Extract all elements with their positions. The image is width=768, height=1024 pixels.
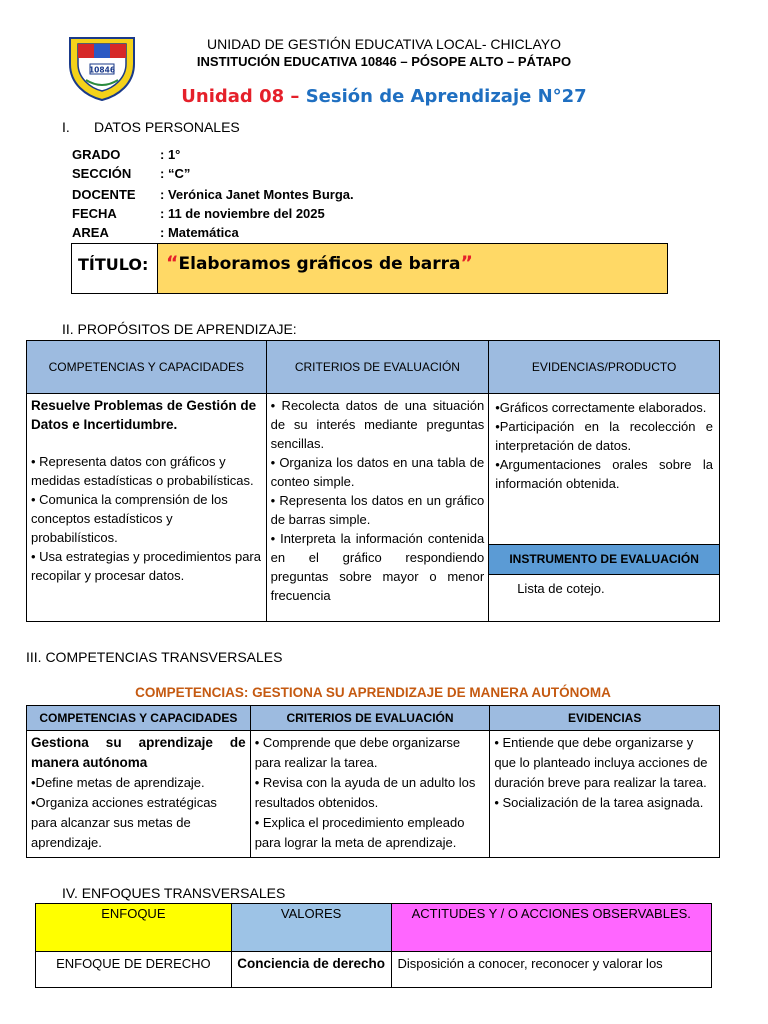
evidence-item: • Entiende que debe organizarse y que lo planteado incluya acciones de duración breve para realizar la tarea. [494, 735, 708, 790]
data-label: SECCIÓN [72, 166, 132, 181]
instrument-header: INSTRUMENTO DE EVALUACIÓN [489, 544, 719, 575]
data-row-area [72, 225, 239, 240]
header-competencies: COMPETENCIAS Y CAPACIDADES [27, 706, 251, 731]
evidence-item: • Socialización de la tarea asignada. [494, 795, 704, 810]
competencies-cell [27, 731, 251, 858]
approaches-table [35, 903, 712, 988]
capacity-item: • Usa estrategias y procedimientos para recopilar y procesar datos. [31, 549, 261, 583]
open-quote: “ [166, 252, 179, 274]
purposes-table [26, 340, 720, 622]
titulo-label: TÍTULO: [72, 244, 158, 293]
close-quote: ” [460, 252, 473, 274]
data-row-grado [72, 147, 180, 162]
titulo-value-cell [158, 244, 667, 293]
capacity-item: •Organiza acciones estratégicas para alcanzar sus metas de aprendizaje. [31, 795, 217, 850]
capacity-item: • Representa datos con gráficos y medidas estadísticas o probabilísticas. [31, 454, 254, 488]
section-transversal-heading: III. COMPETENCIAS TRANSVERSALES [26, 649, 283, 665]
competence-heading: COMPETENCIAS: GESTIONA SU APRENDIZAJE DE MANERA AUTÓNOMA [135, 685, 611, 700]
criterion-item: • Recolecta datos de una situación de su interés mediante preguntas sencillas. [270, 398, 485, 451]
criteria-cell [250, 731, 490, 858]
institution-line: INSTITUCIÓN EDUCATIVA 10846 – PÓSOPE ALTO – PÁTAPO [196, 54, 572, 69]
section-personal-data-heading [62, 119, 240, 135]
evidence-item: •Participación en la recolección e interpretación de datos. [495, 419, 713, 453]
data-value: : Matemática [160, 225, 239, 240]
data-value: : “C” [160, 166, 191, 181]
data-value: : 11 de noviembre del 2025 [160, 206, 325, 221]
criterion-item: • Organiza los datos en una tabla de conteo simple. [270, 455, 485, 489]
evidences-cell [489, 394, 720, 622]
data-row-docente [72, 187, 354, 202]
data-value: : 1° [160, 147, 181, 162]
unit-label: Unidad 08 – [181, 86, 300, 107]
session-title [0, 86, 768, 107]
header-valores: VALORES [231, 904, 391, 952]
competence-title: Gestiona su aprendizaje de manera autónoma [31, 735, 246, 770]
evidence-item: •Argumentaciones orales sobre la información obtenida. [495, 457, 713, 491]
transversal-table [26, 705, 720, 858]
data-row-fecha [72, 206, 325, 221]
criteria-cell [266, 394, 489, 622]
competencies-cell [27, 394, 267, 622]
header-actitudes: ACTITUDES Y / O ACCIONES OBSERVABLES. [391, 904, 712, 952]
capacity-item: • Comunica la comprensión de los conceptos estadísticos y probabilísticos. [31, 492, 228, 545]
header-evidences: EVIDENCIAS [490, 706, 720, 731]
capacity-item: •Define metas de aprendizaje. [31, 775, 205, 790]
titulo-box [71, 243, 668, 294]
criterion-item: • Revisa con la ayuda de un adulto los resultados obtenidos. [254, 775, 476, 810]
instrument-value: Lista de cotejo. [517, 581, 605, 596]
enfoque-cell: ENFOQUE DE DERECHO [36, 952, 232, 988]
data-row-seccion [72, 166, 190, 181]
logo-number: 10846 [88, 65, 116, 75]
section-title: DATOS PERSONALES [94, 119, 240, 135]
data-label: AREA [72, 225, 109, 240]
header-evidences: EVIDENCIAS/PRODUCTO [489, 341, 720, 394]
criterion-item: • Explica el procedimiento empleado para lograr la meta de aprendizaje. [254, 815, 465, 850]
actitud-cell: Disposición a conocer, reconocer y valorar los [391, 952, 712, 988]
data-label: FECHA [72, 206, 117, 221]
titulo-value: Elaboramos gráficos de barra [178, 254, 461, 274]
data-value: : Verónica Janet Montes Burga. [160, 187, 354, 202]
data-label: DOCENTE [72, 187, 136, 202]
criterion-item: • Representa los datos en un gráfico de barras simple. [270, 493, 485, 527]
competence-title: Resuelve Problemas de Gestión de Datos e Incertidumbre. [31, 398, 257, 432]
header-competencies: COMPETENCIAS Y CAPACIDADES [27, 341, 267, 394]
evidence-item: •Gráficos correctamente elaborados. [495, 400, 707, 415]
criterion-item: • Interpreta la información contenida en el gráfico respondiendo preguntas sobre mayor o menor frecuencia [270, 531, 485, 603]
header-criteria: CRITERIOS DE EVALUACIÓN [266, 341, 489, 394]
data-label: GRADO [72, 147, 121, 162]
header-enfoque: ENFOQUE [36, 904, 232, 952]
ugel-line: UNIDAD DE GESTIÓN EDUCATIVA LOCAL- CHICLAYO [207, 36, 561, 52]
evidence-list [493, 396, 715, 544]
session-label: Sesión de Aprendizaje N°27 [305, 86, 587, 107]
section-approaches-heading: IV. ENFOQUES TRANSVERSALES [62, 885, 286, 901]
section-purposes-heading: II. PROPÓSITOS DE APRENDIZAJE: [62, 321, 297, 337]
evidences-cell [490, 731, 720, 858]
valor-cell: Conciencia de derecho [231, 952, 391, 988]
section-number: I. [62, 119, 70, 135]
criterion-item: • Comprende que debe organizarse para realizar la tarea. [254, 735, 461, 770]
header-criteria: CRITERIOS DE EVALUACIÓN [250, 706, 490, 731]
